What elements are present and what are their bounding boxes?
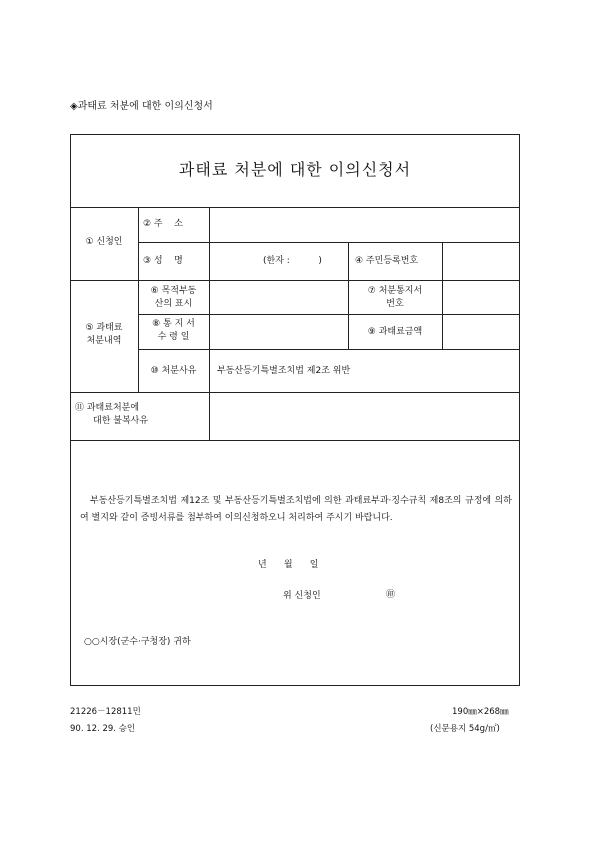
fine-amount-label: ⑨ 과태료금액: [367, 327, 423, 337]
paper-size: 190㎜×268㎜: [452, 707, 509, 717]
reason-label: ⑩ 처분사유: [150, 366, 197, 376]
col-divider: [442, 280, 443, 349]
property-label-line1: ⑥ 목적부동: [150, 286, 197, 296]
fine-amount-field[interactable]: [446, 325, 516, 343]
notice-number-label: [348, 285, 442, 311]
row-divider: [138, 242, 520, 243]
form-header-label: ◈과태료 처분에 대한 이의신청서: [70, 101, 213, 112]
date-line[interactable]: 년 월 일: [258, 560, 319, 570]
name-label: ③ 성 명: [143, 256, 183, 266]
row-divider: [70, 392, 520, 393]
property-label: [138, 285, 209, 311]
notice-date-field[interactable]: [215, 325, 343, 343]
notice-date-label-line2: 수 령 일: [157, 332, 190, 342]
objection-label-line2: 대한 불복사유: [93, 416, 149, 426]
col-divider: [209, 207, 210, 440]
objection-label-line1: ⑪ 과태료처분에: [75, 403, 140, 413]
recipient-line: ○○시장(군수·구청장) 귀하: [84, 637, 191, 647]
property-label-line2: 산의 표시: [154, 299, 193, 309]
form-code: 21226－12811민: [70, 707, 141, 717]
disposition-section-label: [70, 322, 138, 348]
name-field[interactable]: [215, 255, 345, 271]
notice-date-label-line1: ⑧ 통 지 서: [152, 319, 195, 329]
disposition-label-line2: 처분내역: [86, 336, 122, 346]
address-field[interactable]: [215, 218, 515, 234]
objection-field[interactable]: [215, 400, 515, 434]
property-field[interactable]: [215, 290, 343, 308]
row-divider: [138, 314, 520, 315]
reason-field[interactable]: 부동산등기특별조치법 제2조 위반: [217, 366, 351, 376]
notice-number-label-line2: 번호: [386, 299, 404, 309]
address-label: ② 주 소: [143, 219, 183, 229]
statement-text: 부동산등기특별조치법 제12조 및 부동산등기특별조치법에 의한 과태료부과·징수규칙 제8조의 규정에 의하여 별지와 같이 증빙서류를 첨부하여 이의신청하오니 처리하여 주시기 바랍니다.: [80, 496, 512, 523]
seal-mark[interactable]: ㊞: [386, 590, 396, 600]
col-divider: [348, 242, 349, 280]
form-title: 과태료 처분에 대한 이의신청서: [178, 160, 412, 179]
signer-label: 위 신청인: [283, 591, 321, 601]
row-divider: [138, 349, 520, 350]
col-divider: [442, 242, 443, 280]
paper-spec: (신문용지 54g/㎡): [430, 724, 500, 734]
notice-number-label-line1: ⑦ 처분통지서: [367, 286, 423, 296]
rrn-field[interactable]: [446, 255, 516, 271]
approval-date: 90. 12. 29. 승인: [70, 724, 136, 734]
objection-label: [75, 402, 205, 428]
applicant-section-label: ① 신청인: [85, 237, 123, 247]
rrn-label: ④ 주민등록번호: [355, 256, 419, 266]
hanja-hint: (한자 : ): [263, 256, 322, 266]
notice-date-label: [138, 318, 209, 344]
row-divider: [70, 440, 520, 441]
disposition-label-line1: ⑤ 과태료: [85, 323, 123, 333]
notice-number-field[interactable]: [446, 290, 516, 308]
